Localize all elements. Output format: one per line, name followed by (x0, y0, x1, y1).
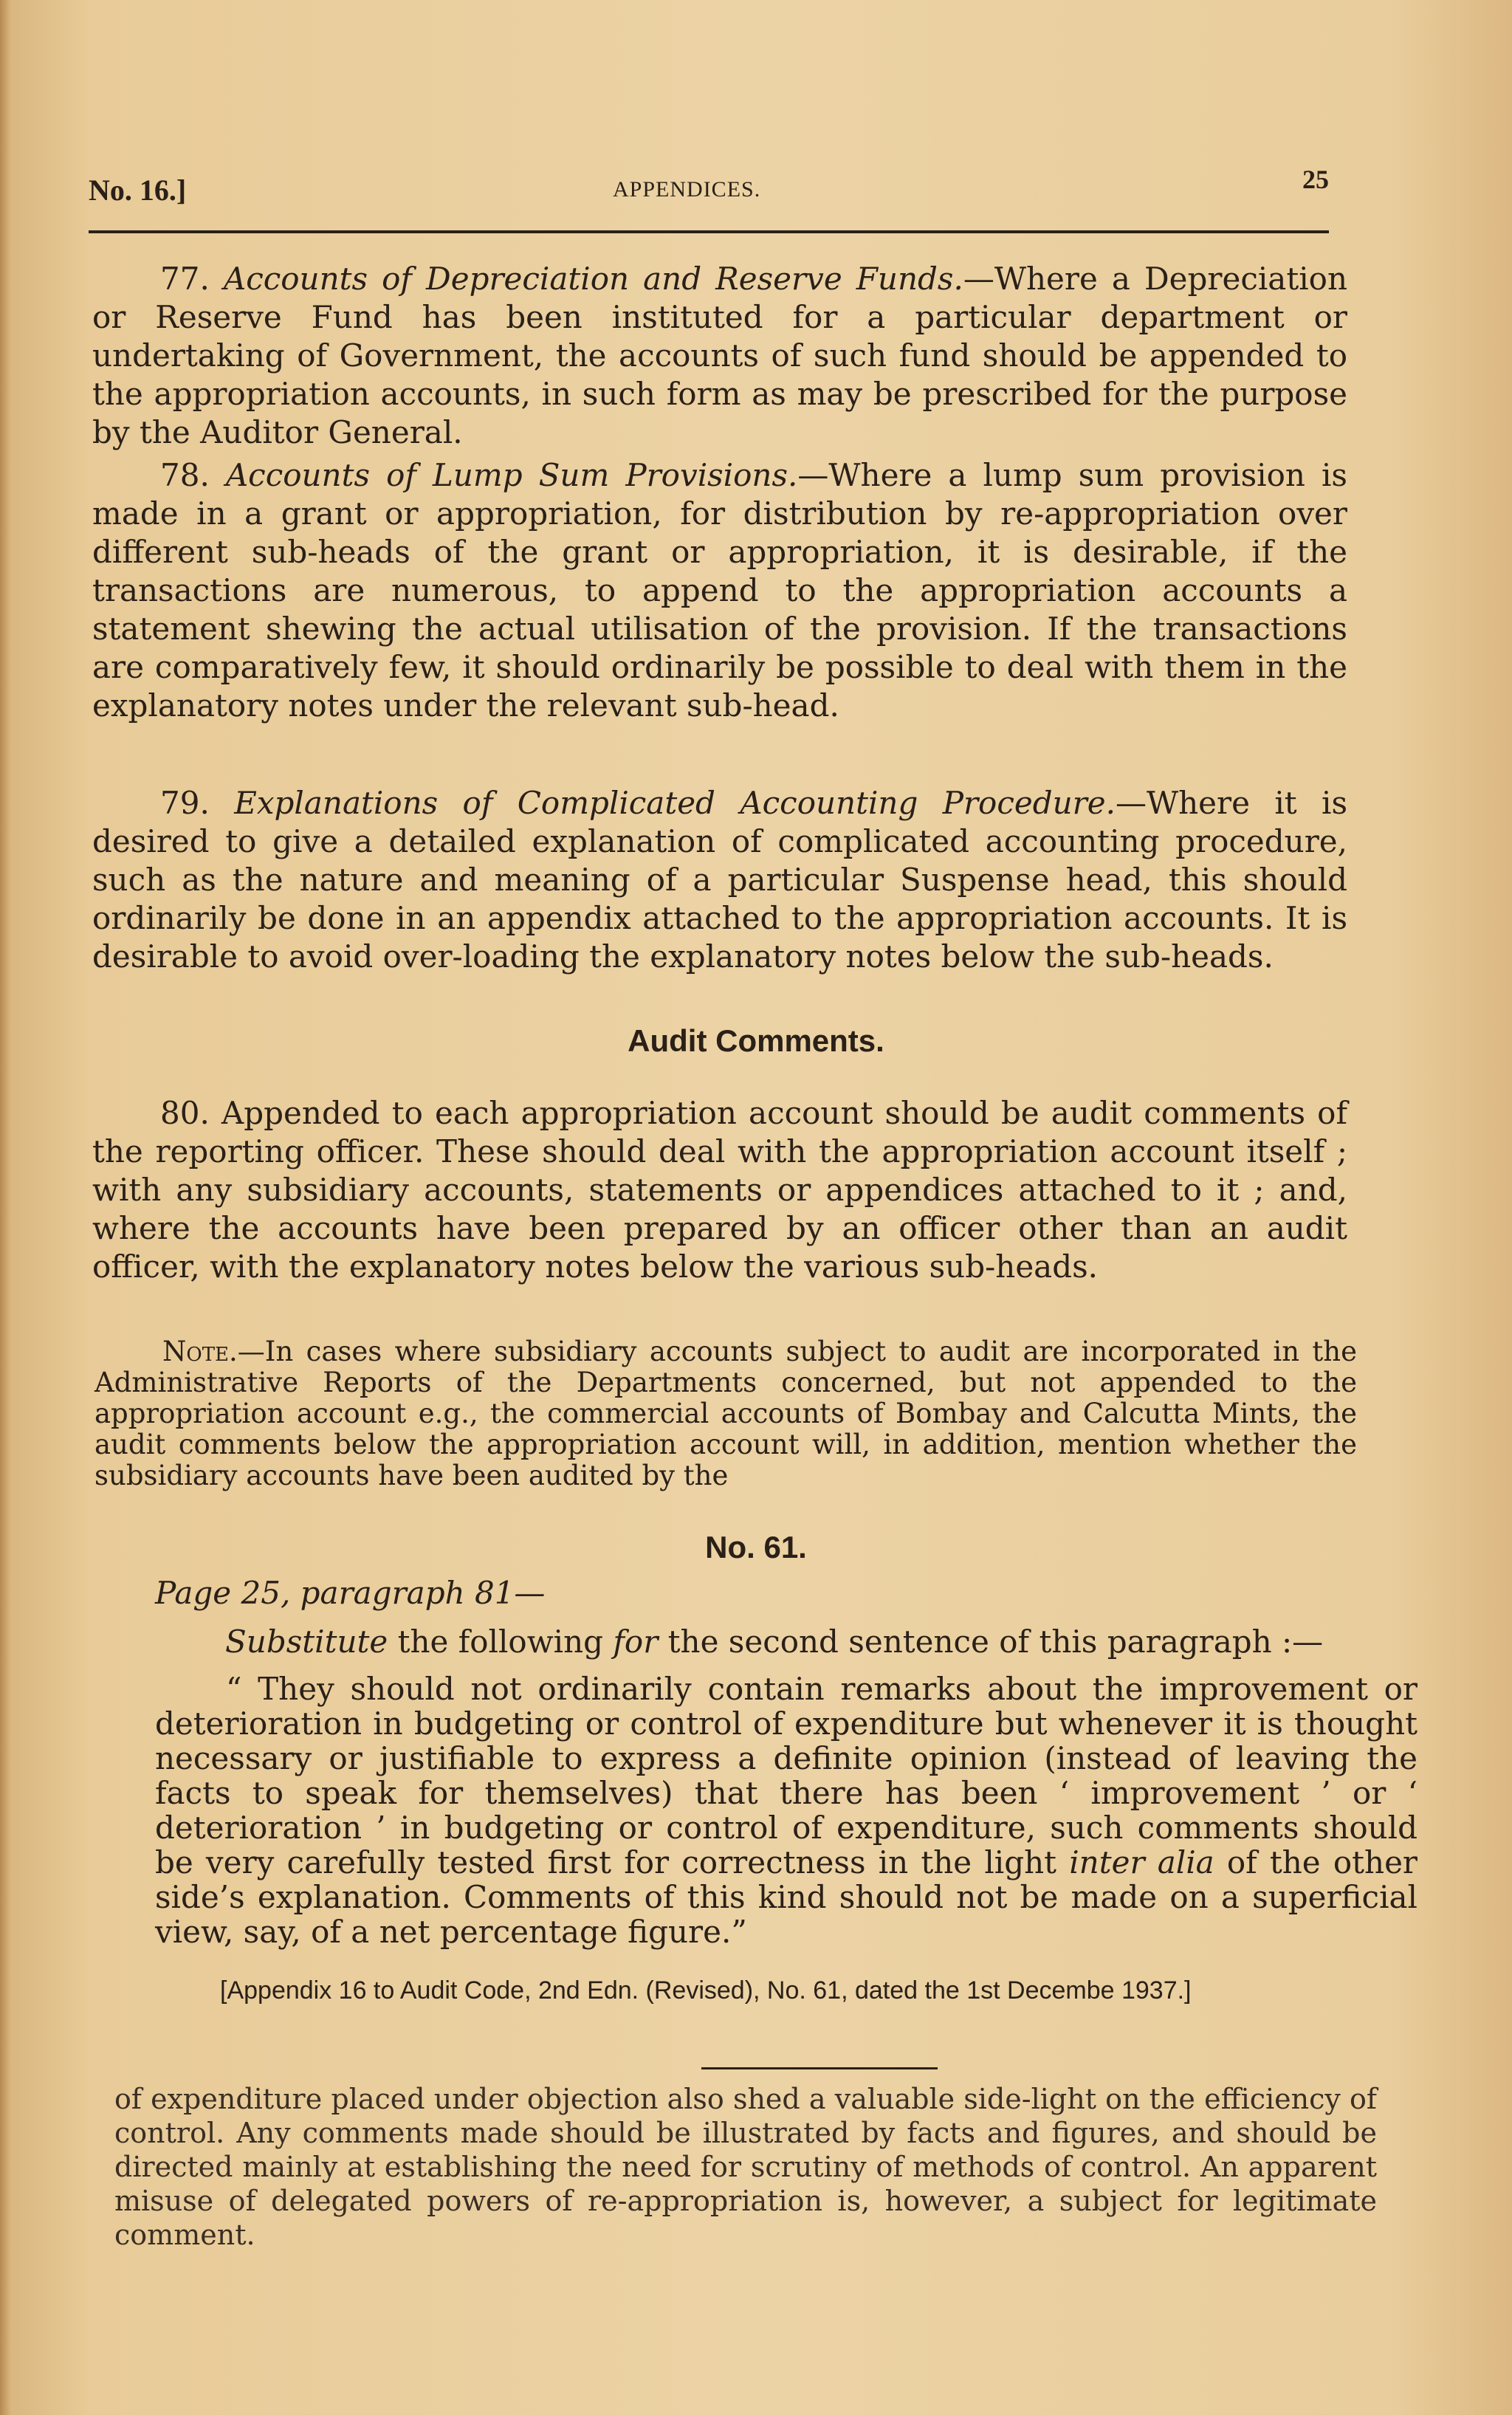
paragraph-79 (92, 784, 1347, 976)
section-heading: Audit Comments. (628, 1023, 884, 1058)
header-section-title: APPENDICES. (613, 177, 761, 202)
substituted-quote (155, 1672, 1418, 1949)
page-number: 25 (1302, 165, 1329, 194)
note-label: Note. (162, 1336, 238, 1367)
paragraph-77 (92, 260, 1347, 452)
paragraph-79-number: 79. (160, 785, 210, 821)
correction-instruction (225, 1624, 1406, 1660)
note-block (94, 1336, 1357, 1491)
paragraph-80-text: 80. Appended to each appropriation account should be audit comments of the reporting officer. These should deal with the appropriation account itself ; with any subsidiary accounts, statements or appendices attached to it ; and, where the accounts have been prepared by an officer other than an audit officer, with the explanatory notes below the various sub-heads. (92, 1095, 1347, 1285)
correction-slip-heading: No. 61. (705, 1530, 807, 1564)
paragraph-78-title: Accounts of Lump Sum Provisions. (225, 457, 798, 493)
header-rule (89, 230, 1329, 233)
quote-end: of the other side’s explanation. Comments of this kind should not be made on a superficial view, say, of a net percentage figure.” (155, 1844, 1418, 1950)
paragraph-78-number: 78. (160, 457, 210, 493)
instruction-end: the second sentence of this paragraph :— (658, 1624, 1324, 1660)
quote-start: “ They should not ordinarily contain remarks about the improvement or deterioration in budgeting or control of expenditure but whenever it is thought necessary or justifiable to express a definite opinion (instead of leaving the facts to speak for themselves) that there has been ‘ improvement ’ or ‘ deterioration ’ in budgeting or control of expenditure, such comments should be very carefully tested first for correctness in the light (155, 1671, 1418, 1880)
paragraph-79-title: Explanations of Complicated Accounting Procedure. (234, 785, 1116, 821)
paragraph-77-number: 77. (160, 261, 210, 297)
correction-citation: [Appendix 16 to Audit Code, 2nd Edn. (Revised), No. 61, dated the 1st Decembe 1937.] (220, 1976, 1192, 2005)
paragraph-78 (92, 456, 1347, 725)
instruction-for: for (613, 1624, 659, 1660)
paragraph-78-body: —Where a lump sum provision is made in a grant or appropriation, for distribution by re-appropriation over different sub-heads of the grant or appropriation, it is desirable, if the transactions are numerous, to append to the appropriation accounts a statement shewing the actual utilisation of the provision. If the transactions are comparatively few, it should ordinarily be possible to deal with them in the explanatory notes under the relevant sub-head. (92, 457, 1347, 724)
instruction-mid: the following (388, 1624, 614, 1660)
running-header (89, 164, 1329, 208)
correction-reference: Page 25, paragraph 81— (155, 1575, 546, 1611)
continuation-paragraph: of expenditure placed under objection also shed a valuable side-light on the efficiency of control. Any comments made should be illustrated by facts and figures, and should be directed mainly at establishing the need for scrutiny of methods of control. An apparent misuse of delegated powers of re-appropriation is, however, a subject for legitimate comment. (114, 2083, 1377, 2251)
instruction-substitute: Substitute (225, 1624, 388, 1660)
page-binding-edge (0, 0, 10, 2415)
paragraph-79-body: —Where it is desired to give a detailed explanation of complicated accounting procedure, such as the nature and meaning of a particular Suspense head, this should ordinarily be done in an appendix attached to the appropriation accounts. It is desirable to avoid over-loading the explanatory notes below the sub-heads. (92, 785, 1347, 975)
paragraph-77-body: —Where a Depreciation or Reserve Fund has been instituted for a particular department or undertaking of Government, the accounts of such fund should be appended to the appropriation accounts, in such form as may be prescribed for the purpose by the Auditor General. (92, 261, 1347, 450)
paragraph-77-title: Accounts of Depreciation and Reserve Funds. (223, 261, 963, 297)
short-divider-rule (701, 2067, 938, 2069)
note-text: —In cases where subsidiary accounts subject to audit are incorporated in the Administrative Reports of the Departments concerned, but not appended to the appropriation account e.g., the commercial accounts of Bombay and Calcutta Mints, the audit comments below the appropriation account will, in addition, mention whether the subsidiary accounts have been audited by the (94, 1336, 1357, 1491)
header-document-number: No. 16.] (89, 174, 187, 207)
quote-italic: inter alia (1069, 1844, 1214, 1880)
paragraph-80 (92, 1094, 1347, 1286)
